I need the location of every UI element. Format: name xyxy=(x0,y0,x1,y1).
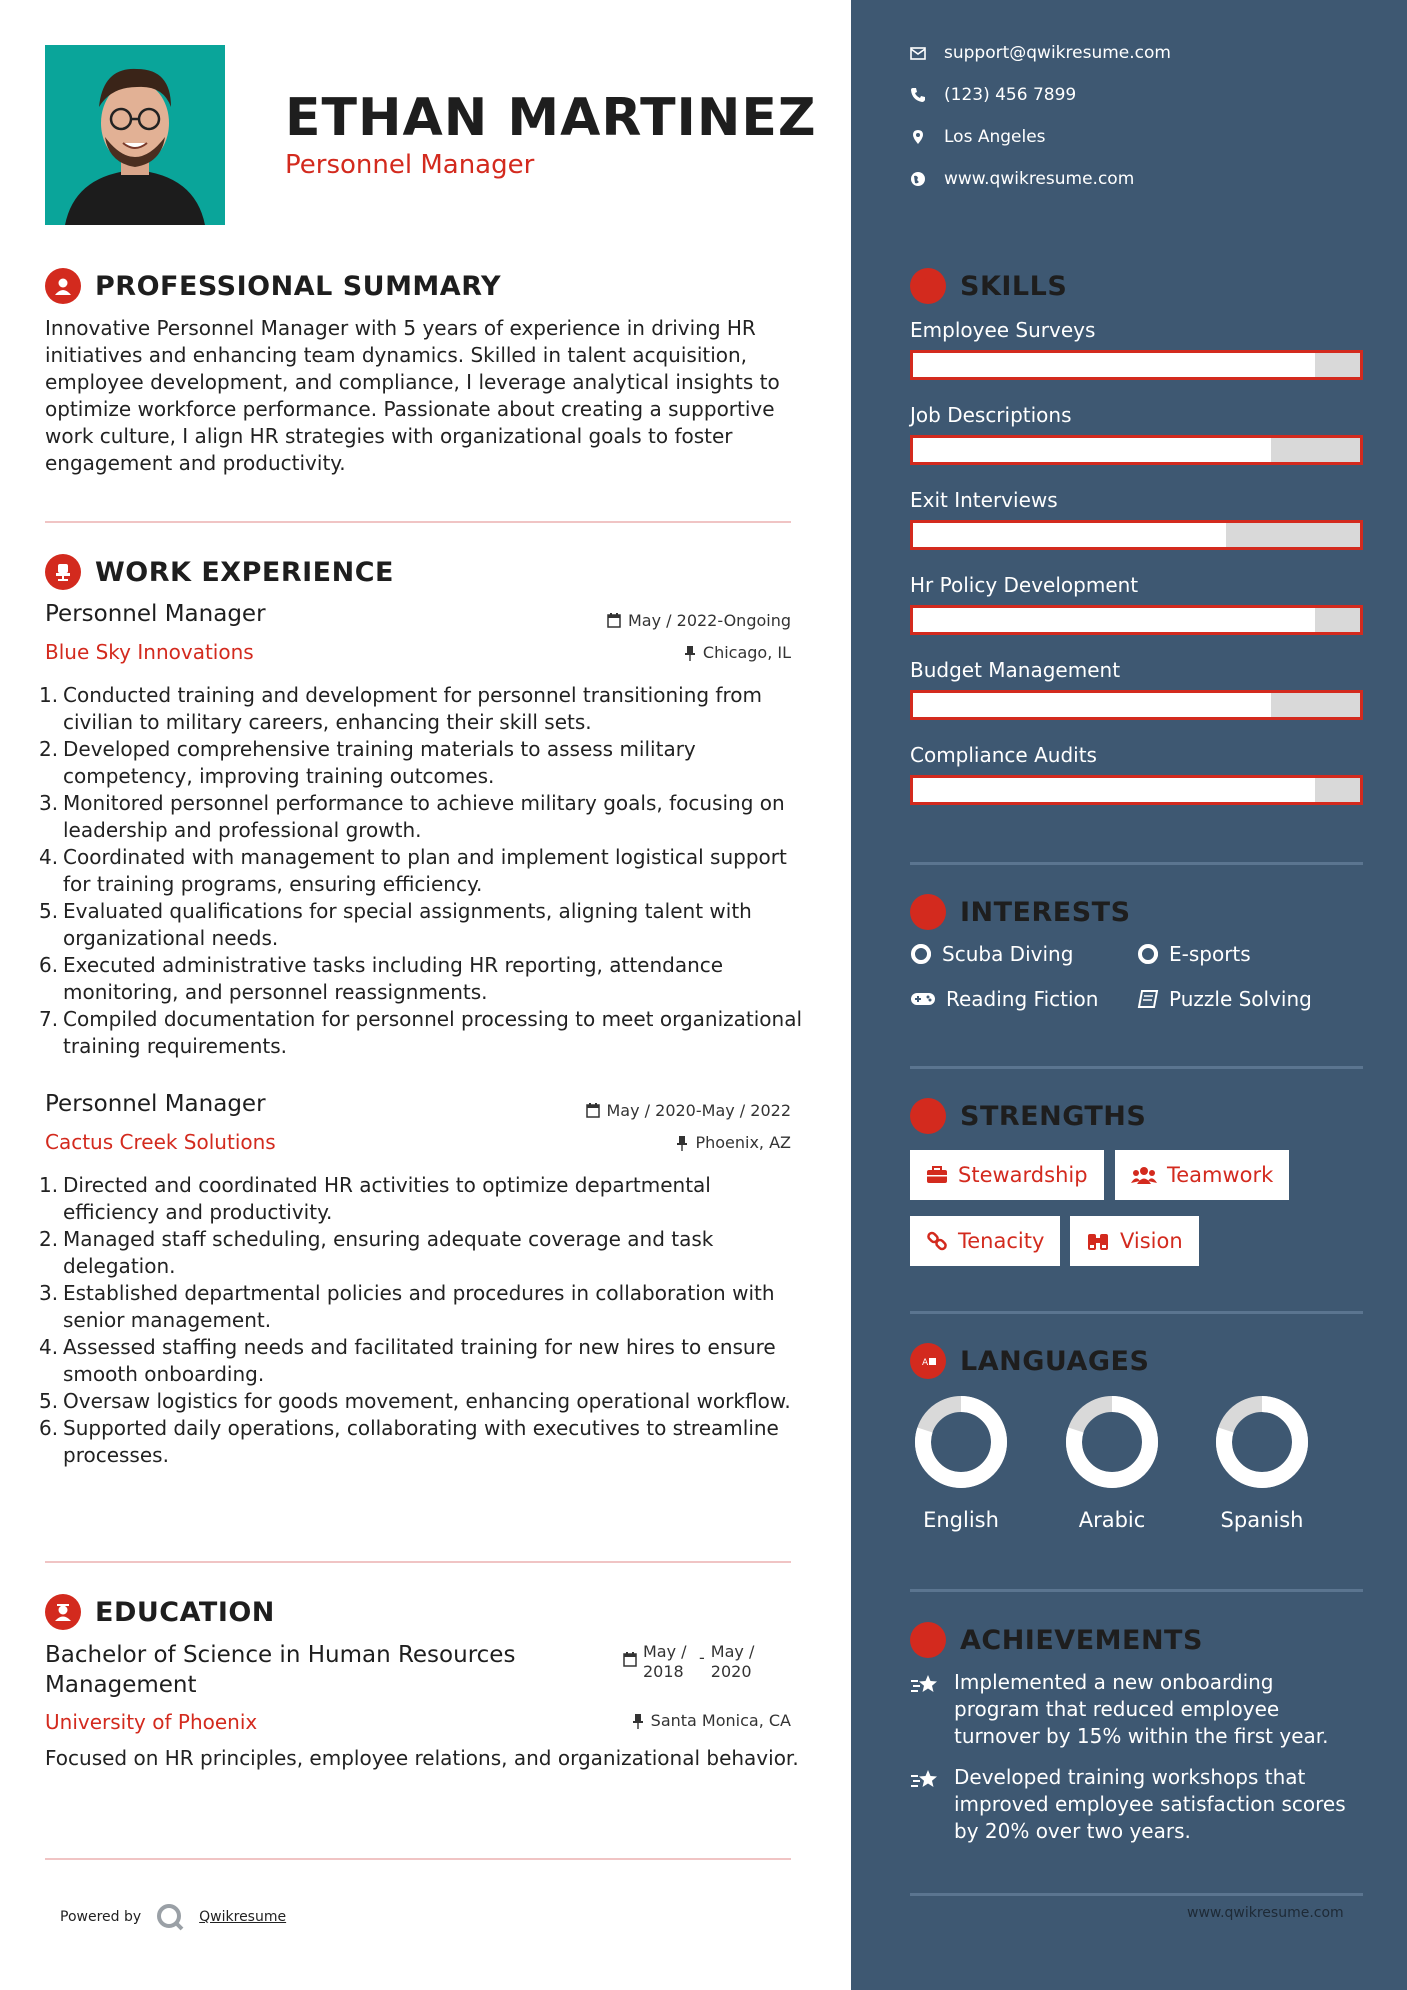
list-item: 5. Oversaw logistics for goods movement, enhancing operational workflow. xyxy=(39,1389,791,1413)
lifebuoy-icon xyxy=(910,943,932,965)
pin-icon xyxy=(632,1713,644,1729)
list-item: 4. Coordinated with management to plan and implement logistical support for training programs, ensuring efficiency. xyxy=(39,845,787,896)
list-item: 1. Directed and coordinated HR activities to optimize departmental efficiency and productivity. xyxy=(39,1173,711,1224)
translate-icon xyxy=(910,1343,946,1379)
divider xyxy=(910,1066,1363,1069)
lightbulb-icon xyxy=(910,268,946,304)
contact-website-text: www.qwikresume.com xyxy=(944,169,1135,189)
skill-label: Job Descriptions xyxy=(910,403,1072,427)
education-title: EDUCATION xyxy=(95,1596,275,1628)
skill-bar xyxy=(910,605,1363,635)
achievement-item xyxy=(910,1669,1365,1750)
svg-text:A: A xyxy=(922,1358,929,1368)
language-label: Spanish xyxy=(1220,1508,1304,1532)
fist-icon xyxy=(910,1098,946,1134)
gamepad-icon xyxy=(910,990,936,1008)
skill-bar-fill xyxy=(913,438,1271,462)
strength-label: Stewardship xyxy=(958,1163,1088,1187)
globe-icon xyxy=(910,171,926,187)
strength-tag xyxy=(910,1216,1060,1266)
achievement-item xyxy=(910,1764,1365,1845)
calendar-icon xyxy=(586,1103,600,1118)
calendar-icon xyxy=(607,613,621,628)
interest-label: Reading Fiction xyxy=(946,987,1099,1011)
language-label: Arabic xyxy=(1078,1508,1146,1532)
language-ring xyxy=(1207,1394,1317,1490)
divider xyxy=(45,521,791,523)
summary-heading xyxy=(45,268,501,304)
skill-label: Employee Surveys xyxy=(910,318,1096,342)
skill-bar-fill xyxy=(913,693,1271,717)
skill-label: Compliance Audits xyxy=(910,743,1097,767)
education-heading xyxy=(45,1594,275,1630)
contact-email[interactable] xyxy=(910,43,1171,63)
job-date xyxy=(607,611,791,630)
skill-label: Budget Management xyxy=(910,658,1121,682)
interest-label: Puzzle Solving xyxy=(1169,987,1312,1011)
qwikresume-link[interactable]: Qwikresume xyxy=(199,1909,287,1925)
list-item: 3. Monitored personnel performance to achieve military goals, focusing on leadership and professional growth. xyxy=(39,791,785,842)
strength-tag xyxy=(910,1150,1104,1200)
phone-icon xyxy=(910,87,926,103)
job-location-text: Phoenix, AZ xyxy=(695,1133,791,1152)
language-item xyxy=(906,1394,1016,1532)
interest-label: E-sports xyxy=(1169,942,1251,966)
users-icon xyxy=(1131,1165,1157,1185)
education-description: Focused on HR principles, employee relations, and organizational behavior. xyxy=(45,1746,799,1770)
skill-bar-fill xyxy=(913,608,1315,632)
star-badge-icon xyxy=(910,1622,946,1658)
book-icon xyxy=(1137,989,1159,1009)
job-location xyxy=(684,643,791,662)
candidate-role: Personnel Manager xyxy=(285,150,535,180)
list-item: 2. Managed staff scheduling, ensuring adequate coverage and task delegation. xyxy=(39,1227,714,1278)
strength-tag xyxy=(1070,1216,1199,1266)
divider xyxy=(910,862,1363,865)
job-location-text: Chicago, IL xyxy=(702,643,791,662)
summary-title: PROFESSIONAL SUMMARY xyxy=(95,270,502,302)
map-marker-icon xyxy=(910,129,926,145)
skill-bar xyxy=(910,350,1363,380)
job-company: Blue Sky Innovations xyxy=(45,640,254,664)
education-date-start: May / 2018 xyxy=(643,1642,687,1681)
footer-branding xyxy=(60,1902,286,1932)
education-date xyxy=(623,1642,761,1682)
strengths-heading xyxy=(910,1098,1146,1134)
contact-location-text: Los Angeles xyxy=(944,127,1046,147)
list-item: 3. Established departmental policies and procedures in collaboration with senior management. xyxy=(39,1281,775,1332)
skill-bar-fill xyxy=(913,353,1315,377)
divider xyxy=(910,1893,1363,1896)
divider xyxy=(910,1311,1363,1314)
school: University of Phoenix xyxy=(45,1710,258,1734)
interest-item xyxy=(1137,942,1251,966)
powered-by-text: Powered by xyxy=(60,1909,142,1925)
job-responsibilities xyxy=(39,682,805,1060)
skill-bar-fill xyxy=(913,778,1315,802)
list-item: 2. Developed comprehensive training materials to assess military competency, improving training outcomes. xyxy=(39,737,696,788)
contact-email-text: support@qwikresume.com xyxy=(944,43,1171,63)
contact-website[interactable] xyxy=(910,169,1134,189)
language-label: English xyxy=(923,1508,999,1532)
pin-icon xyxy=(676,1135,688,1151)
strength-label: Tenacity xyxy=(958,1229,1045,1253)
job-title: Personnel Manager xyxy=(45,1091,266,1117)
job-date xyxy=(586,1101,792,1120)
education-location-text: Santa Monica, CA xyxy=(650,1711,791,1730)
divider xyxy=(910,1589,1363,1592)
experience-title: WORK EXPERIENCE xyxy=(95,556,394,588)
strength-label: Teamwork xyxy=(1167,1163,1274,1187)
skills-heading xyxy=(910,268,1067,304)
contact-phone xyxy=(910,85,1076,105)
link-icon xyxy=(926,1230,948,1252)
list-item: 6. Executed administrative tasks including HR reporting, attendance monitoring, and personnel reassignments. xyxy=(39,953,724,1004)
job-date-text: May / 2020-May / 2022 xyxy=(606,1101,791,1120)
education-location xyxy=(632,1711,791,1730)
achievement-text: Developed training workshops that improved employee satisfaction scores by 20% over two years. xyxy=(954,1765,1346,1843)
languages-title: LANGUAGES xyxy=(960,1345,1150,1377)
interest-item xyxy=(1137,987,1312,1011)
divider xyxy=(45,1561,791,1563)
experience-heading xyxy=(45,554,394,590)
skill-bar xyxy=(910,775,1363,805)
briefcase-icon xyxy=(926,1166,948,1184)
list-item: 5. Evaluated qualifications for special assignments, aligning talent with organizational needs. xyxy=(39,899,752,950)
binoculars-icon xyxy=(1086,1231,1110,1251)
candidate-name: ETHAN MARTINEZ xyxy=(285,88,817,148)
qwikresume-logo-icon xyxy=(155,1902,185,1932)
shooting-star-icon xyxy=(910,1768,940,1792)
skill-bar xyxy=(910,690,1363,720)
skill-bar-fill xyxy=(913,523,1226,547)
achievement-text: Implemented a new onboarding program that reduced employee turnover by 15% within the first year. xyxy=(954,1670,1329,1748)
skills-title: SKILLS xyxy=(960,270,1068,302)
job-location xyxy=(676,1133,791,1152)
job-company: Cactus Creek Solutions xyxy=(45,1130,276,1154)
list-item: 1. Conducted training and development for personnel transitioning from civilian to military careers, enhancing their skill sets. xyxy=(39,683,762,734)
shooting-star-icon xyxy=(910,1673,940,1697)
contact-phone-text: (123) 456 7899 xyxy=(944,85,1077,105)
skill-label: Hr Policy Development xyxy=(910,573,1139,597)
language-item xyxy=(1057,1394,1167,1532)
interest-label: Scuba Diving xyxy=(942,942,1074,966)
list-item: 4. Assessed staffing needs and facilitated training for new hires to ensure smooth onboarding. xyxy=(39,1335,776,1386)
lifebuoy-icon xyxy=(1137,943,1159,965)
strengths-title: STRENGTHS xyxy=(960,1100,1147,1132)
list-item: 6. Supported daily operations, collaborating with executives to streamline processes. xyxy=(39,1416,779,1467)
contact-location xyxy=(910,127,1046,147)
language-ring xyxy=(906,1394,1016,1490)
interests-title: INTERESTS xyxy=(960,896,1131,928)
user-icon xyxy=(45,268,81,304)
summary-text: Innovative Personnel Manager with 5 years of experience in driving HR initiatives and enhancing team dynamics. Skilled in talent acquisition, employee development, and compliance, I leverage analytical insights to optimize workforce performance. Passionate about creating a supportive work culture, I align HR strategies with organizational goals to foster engagement and productivity. xyxy=(45,316,780,475)
profile-photo xyxy=(45,45,225,225)
education-date-end: May / 2020 xyxy=(710,1642,755,1681)
pin-icon xyxy=(684,645,696,661)
graduate-icon xyxy=(45,1594,81,1630)
skill-bar xyxy=(910,435,1363,465)
achievements-title: ACHIEVEMENTS xyxy=(960,1624,1203,1656)
job-title: Personnel Manager xyxy=(45,601,266,627)
skill-bar xyxy=(910,520,1363,550)
language-item xyxy=(1207,1394,1317,1532)
interest-item xyxy=(910,942,1073,966)
job-responsibilities xyxy=(39,1172,805,1469)
list-item: 7. Compiled documentation for personnel processing to meet organizational training requirements. xyxy=(39,1007,803,1058)
strength-label: Vision xyxy=(1120,1229,1183,1253)
degree: Bachelor of Science in Human Resources Management xyxy=(45,1642,516,1698)
language-ring xyxy=(1057,1394,1167,1490)
divider xyxy=(45,1858,791,1860)
calendar-icon xyxy=(623,1652,637,1667)
footer-website[interactable]: www.qwikresume.com xyxy=(1187,1905,1344,1921)
envelope-icon xyxy=(910,47,926,60)
education-date-separator: - xyxy=(699,1648,705,1667)
interest-item xyxy=(910,987,1098,1011)
interests-heading xyxy=(910,894,1131,930)
paper-plane-icon xyxy=(910,894,946,930)
languages-heading xyxy=(910,1343,1149,1379)
skill-label: Exit Interviews xyxy=(910,488,1058,512)
achievements-heading xyxy=(910,1622,1203,1658)
job-date-text: May / 2022-Ongoing xyxy=(628,611,791,630)
strength-tag xyxy=(1115,1150,1289,1200)
briefcase-chair-icon xyxy=(45,554,81,590)
